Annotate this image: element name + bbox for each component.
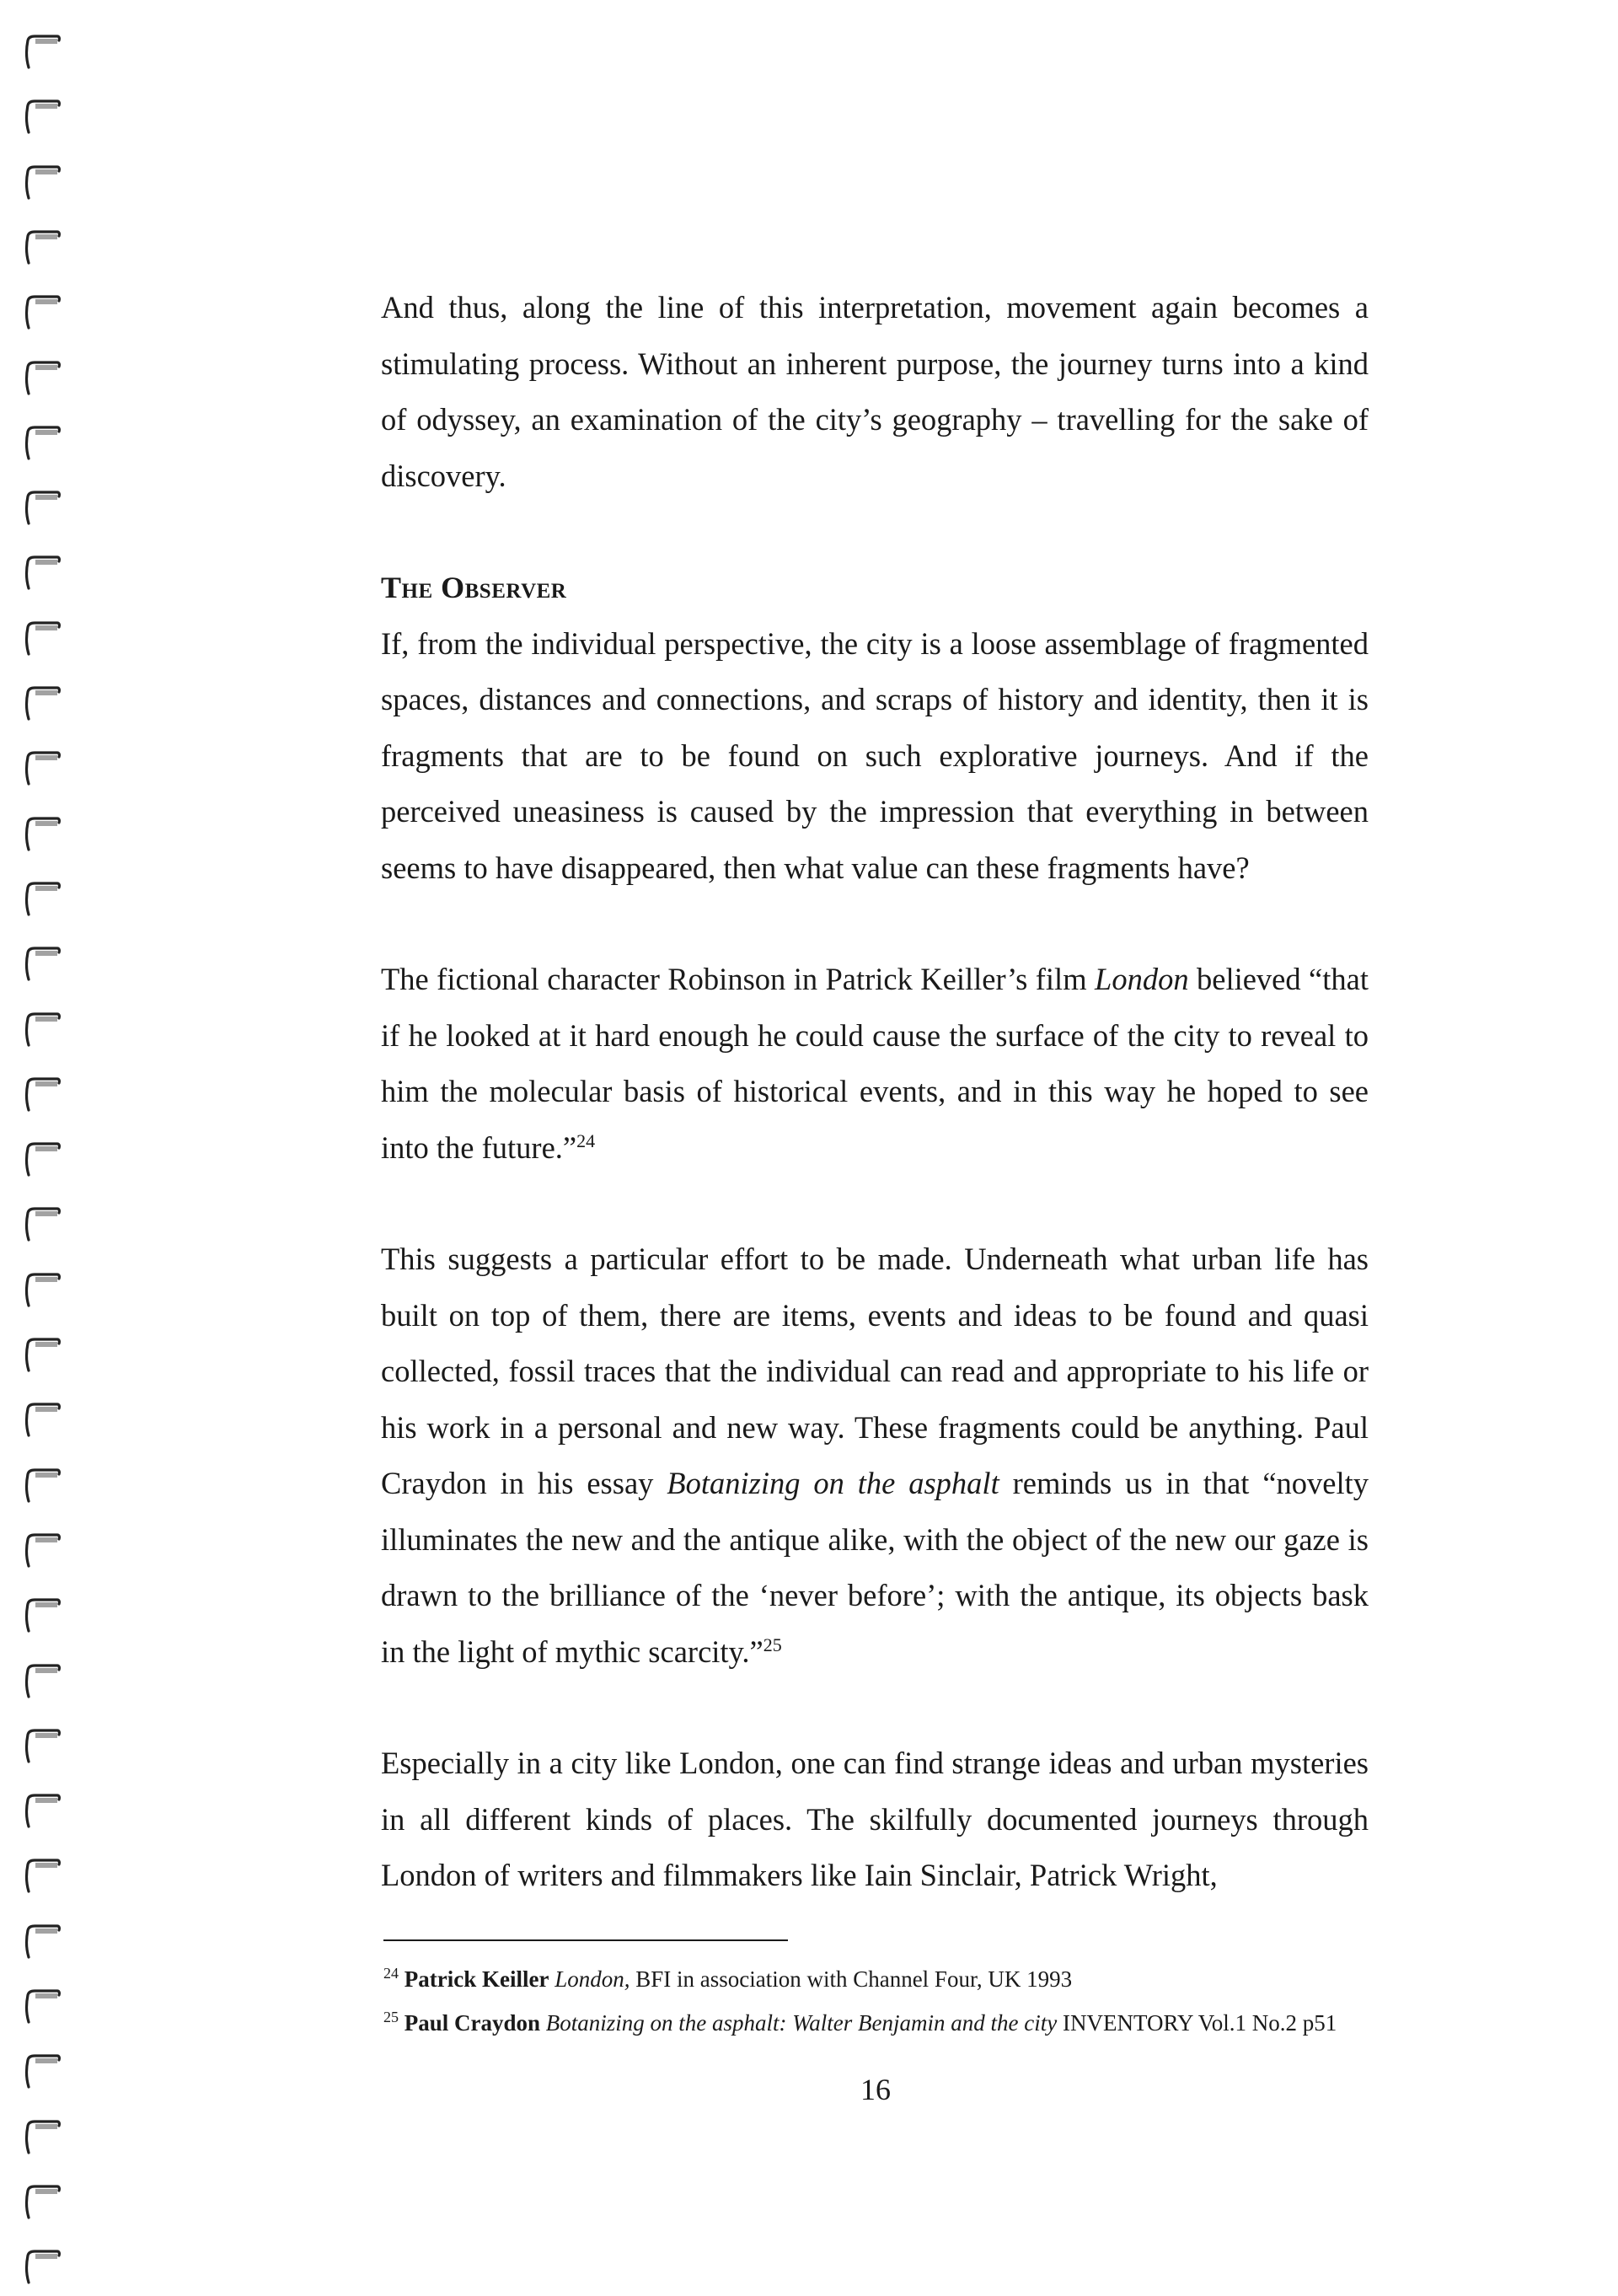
footnotes bbox=[383, 1957, 1378, 2045]
film-title: London bbox=[1095, 962, 1189, 996]
footnote-number: 25 bbox=[383, 2009, 399, 2025]
page-number: 16 bbox=[860, 2073, 891, 2106]
footnote-rest: INVENTORY Vol.1 No.2 p51 bbox=[1057, 2010, 1337, 2036]
binding-ring-icon bbox=[24, 34, 62, 69]
binding-ring-icon bbox=[24, 1988, 62, 2024]
binding-ring-icon bbox=[24, 750, 62, 786]
binding-ring-icon bbox=[24, 490, 62, 525]
binding-ring-icon bbox=[24, 360, 62, 395]
paragraph-3-text-c: believed “that if he looked at it hard enough he could cause the surface of the city to reveal to him the molecular basis of historical events, and in this way he hoped to see into the future.” bbox=[381, 962, 1369, 1165]
footnote-25 bbox=[383, 2001, 1378, 2045]
binding-ring-icon bbox=[24, 164, 62, 200]
binding-ring-icon bbox=[24, 1793, 62, 1828]
paragraph-4 bbox=[381, 1231, 1369, 1680]
essay-title: Botanizing on the asphalt bbox=[667, 1466, 999, 1500]
binding-ring-icon bbox=[24, 685, 62, 721]
section-heading: The Observer bbox=[381, 571, 567, 604]
paragraph-3 bbox=[381, 952, 1369, 1176]
footnote-number: 24 bbox=[383, 1965, 399, 1982]
binding-ring-icon bbox=[24, 294, 62, 330]
binding-ring-icon bbox=[24, 1272, 62, 1307]
binding-ring-icon bbox=[24, 2119, 62, 2154]
binding-ring-icon bbox=[24, 1206, 62, 1242]
footnote-ref-24[interactable]: 24 bbox=[576, 1129, 596, 1151]
binding-ring-icon bbox=[24, 1337, 62, 1372]
binding-ring-icon bbox=[24, 1728, 62, 1763]
paragraph-1: And thus, along the line of this interpretation, movement again becomes a stimulating process. Without an inherent purpose, the journey turns into a kind of odyssey, an examination of the city’s geography – travelling for the sake of discovery. bbox=[381, 290, 1369, 493]
paragraph-3-text-a: The fictional character Robinson in Patrick Keiller’s film bbox=[381, 962, 1096, 996]
footnote-author: Paul Craydon bbox=[404, 2010, 541, 2036]
binding-ring-icon bbox=[24, 1597, 62, 1633]
binding-ring-icon bbox=[24, 1076, 62, 1112]
binding-ring-icon bbox=[24, 1532, 62, 1568]
binding-ring-icon bbox=[24, 425, 62, 460]
binding-ring-icon bbox=[24, 946, 62, 981]
binding-ring-icon bbox=[24, 1663, 62, 1698]
footnote-author: Patrick Keiller bbox=[404, 1966, 549, 1992]
binding-ring-icon bbox=[24, 620, 62, 656]
binding-ring-icon bbox=[24, 1858, 62, 1893]
binding-ring-icon bbox=[24, 99, 62, 134]
paragraph-2: If, from the individual perspective, the city is a loose assemblage of fragmented spaces, distances and connections, and scraps of history and identity, then it is fragments that are to be found on such explorative journeys. And if the perceived uneasiness is caused by the impression that everything in between seems to have disappeared, then what value can these fragments have? bbox=[381, 625, 1369, 885]
binding-ring-icon bbox=[24, 1467, 62, 1503]
footnote-title: London, bbox=[555, 1966, 630, 1992]
footnote-title: Botanizing on the asphalt: Walter Benjamin and the city bbox=[545, 2010, 1058, 2036]
footnote-rest: BFI in association with Channel Four, UK 1993 bbox=[630, 1966, 1073, 1992]
paragraph-5: Especially in a city like London, one can find strange ideas and urban mysteries in all different kinds of places. The skilfully documented journeys through London of writers and filmmakers like Iain Sinclair, Patrick Wright, bbox=[381, 1746, 1369, 1892]
binding-ring-icon bbox=[24, 1011, 62, 1047]
binding-ring-icon bbox=[24, 881, 62, 916]
binding-ring-icon bbox=[24, 816, 62, 851]
footnote-ref-25[interactable]: 25 bbox=[763, 1633, 782, 1655]
footnote-24 bbox=[383, 1957, 1378, 2001]
footnote-divider bbox=[383, 1939, 788, 1941]
binding-ring-icon bbox=[24, 229, 62, 265]
binding-ring-icon bbox=[24, 2249, 62, 2284]
binding-ring-icon bbox=[24, 1923, 62, 1959]
binding-ring-icon bbox=[24, 1141, 62, 1177]
paragraph-4-text-a: This suggests a particular effort to be made. Underneath what urban life has built on top of them, there are items, events and ideas to be found and quasi collected, fossil traces that the individual can read and appropriate to his life or his work in a personal and new way. These fragments could be anything. Paul Craydon in his essay bbox=[381, 1242, 1369, 1500]
binding-ring-icon bbox=[24, 555, 62, 590]
page-body bbox=[381, 280, 1369, 1904]
binding-ring-icon bbox=[24, 2184, 62, 2219]
paragraph-4-text-c: reminds us in that “novelty illuminates the new and the antique alike, with the object of the new our gaze is drawn to the brilliance of the ‘never before’; with the antique, its objects bask in the light of mythic scarcity.” bbox=[381, 1466, 1369, 1669]
binding-rings bbox=[15, 34, 83, 2293]
binding-ring-icon bbox=[24, 1402, 62, 1437]
